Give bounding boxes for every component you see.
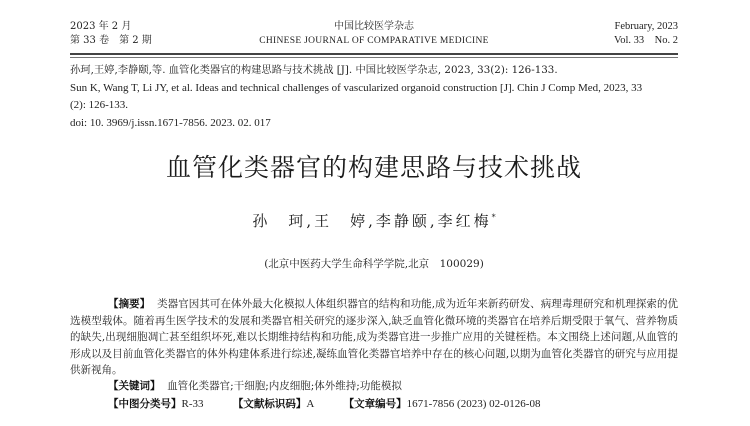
citation-block [70,62,678,132]
keywords-label: 【关键词】 [108,380,161,392]
document-code-label: 【文献标识码】 [232,398,307,410]
document-code-value: A [306,398,315,410]
clc-value: R-33 [181,398,204,410]
corresponding-author-mark: * [491,213,496,222]
keywords-row [108,378,402,393]
article-title: 血管化类器官的构建思路与技术挑战 [165,153,582,182]
citation-zh: 孙珂,王婷,李静颐,等. 血管化类器官的构建思路与技术挑战 [J]. 中国比较医学杂志, 2023, 33(2): 126-133. [70,64,558,76]
issue-info-en [614,20,678,48]
header-rule-thin [70,57,678,58]
keywords-text: 血管化类器官;干细胞;内皮细胞;体外维持;功能模拟 [167,380,402,392]
abstract-section [70,296,678,379]
journal-name-en: CHINESE JOURNAL OF COMPARATIVE MEDICINE [259,36,489,46]
header-rule-thick [70,53,678,55]
journal-header [70,20,678,48]
abstract-label: 【摘要】 [108,298,151,310]
document-code [233,398,314,410]
classification-row [108,396,566,411]
article-number-value: 1671-7856 (2023) 02-0126-08 [406,398,541,410]
paper-page [70,0,678,426]
citation-en-line2: (2): 126-133. [70,99,129,111]
issue-volume-zh: 第 33 卷 第 2 期 [70,35,152,46]
affiliation: (北京中医药大学生命科学学院,北京 100029) [264,258,484,270]
author-list [70,210,678,231]
doi-link[interactable]: doi: 10. 3969/j.issn.1671-7856. 2023. 02. 017 [70,116,271,129]
clc-label: 【中图分类号】 [108,398,182,410]
article-number-label: 【文章编号】 [343,398,407,410]
journal-name-zh: 中国比较医学杂志 [334,21,414,32]
citation-en-line1: Sun K, Wang T, Li JY, et al. Ideas and technical challenges of vascularized organoid construction [J]. Chin J Comp Med, 2023, 33 [70,81,643,94]
abstract-text: 类器官因其可在体外最大化模拟人体组织器官的结构和功能,成为近年来新药研发、病理毒理研究和机理探索的优选模型载体。随着再生医学技术的发展和类器官相关研究的逐步深入,缺乏血管化微环境的类器官在培养后期受限于氧气、营养物质的缺失,出现细胞凋亡甚至组织坏死,难以长期维持结构和功能,成为类器官进一步推广应用的关键桎梏。本文围绕上述问题,从血管的形成以及目前血管化类器官的体外构建体系进行综述,凝练血管化类器官培养中存在的核心问题,以期为血管化类器官的研究与应用提供新视角。 [70,298,679,377]
clc-number [108,398,204,410]
abstract-paragraph [70,296,678,379]
article-number [344,398,541,410]
issue-volume-en: Vol. 33 No. 2 [614,35,678,46]
authors-text: 孙 珂,王 婷,李静颐,李红梅 [252,212,492,230]
issue-date-en: February, 2023 [614,21,678,32]
journal-name [70,20,678,48]
issue-date-zh: 2023 年 2 月 [70,21,132,32]
